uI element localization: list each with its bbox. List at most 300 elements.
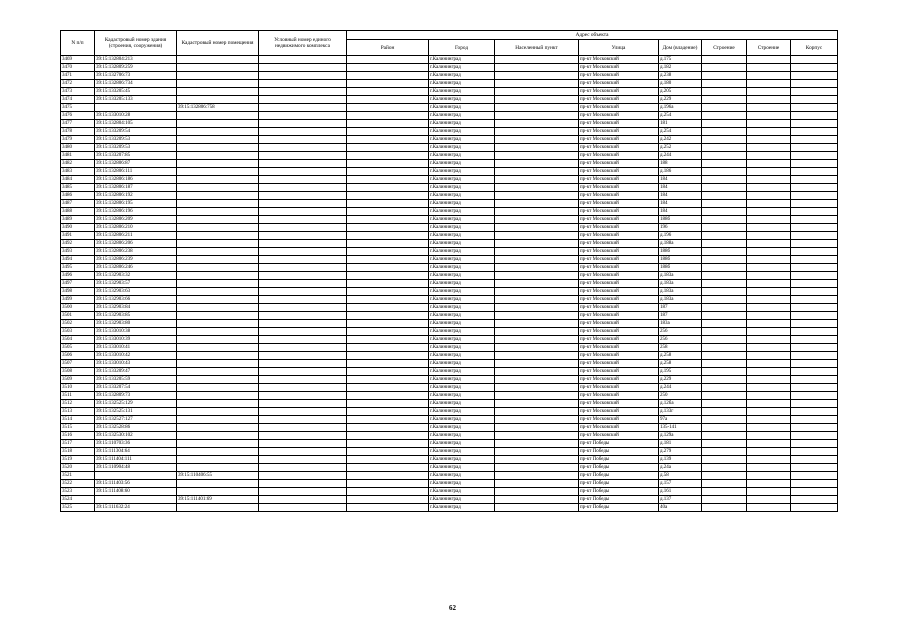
- cell-premises-cadastral: [177, 480, 259, 488]
- cell-stroenie: [747, 64, 791, 72]
- cell-office: [791, 120, 838, 128]
- cell-settlement: [495, 136, 579, 144]
- cell-city: г.Калининград: [429, 184, 495, 192]
- cell-settlement: [495, 368, 579, 376]
- cell-office: [791, 80, 838, 88]
- cell-building-cadastral: 39:15:133205:45: [95, 88, 177, 96]
- cell-office: [791, 256, 838, 264]
- cell-settlement: [495, 216, 579, 224]
- cell-stroenie: [747, 56, 791, 64]
- cell-house: д.229: [659, 96, 702, 104]
- cell-korpus: [702, 272, 747, 280]
- cell-korpus: [702, 160, 747, 168]
- cell-district: [347, 400, 429, 408]
- cell-korpus: [702, 200, 747, 208]
- cell-stroenie: [747, 192, 791, 200]
- cell-building-cadastral: 39:15:133207:54: [95, 384, 177, 392]
- cell-house: д.180: [659, 80, 702, 88]
- cell-district: [347, 424, 429, 432]
- cell-premises-cadastral: [177, 304, 259, 312]
- cell-district: [347, 200, 429, 208]
- cell-num: 3516: [61, 432, 95, 440]
- cell-district: [347, 216, 429, 224]
- table-row: [61, 384, 838, 392]
- cell-district: [347, 504, 429, 512]
- cell-stroenie: [747, 360, 791, 368]
- col-building-header: Кадастровый номер здания (строения, сооружения): [95, 31, 177, 56]
- table-row: [61, 424, 838, 432]
- cell-premises-cadastral: [177, 440, 259, 448]
- cell-house: 181: [659, 120, 702, 128]
- cell-num: 3470: [61, 64, 95, 72]
- cell-complex-number: [259, 296, 347, 304]
- cell-korpus: [702, 400, 747, 408]
- cell-house: 97а: [659, 416, 702, 424]
- cell-settlement: [495, 280, 579, 288]
- cell-district: [347, 120, 429, 128]
- cell-num: 3494: [61, 256, 95, 264]
- cell-num: 3483: [61, 168, 95, 176]
- table-row: [61, 496, 838, 504]
- cell-complex-number: [259, 104, 347, 112]
- cell-house: д.254: [659, 128, 702, 136]
- cell-settlement: [495, 336, 579, 344]
- cell-settlement: [495, 344, 579, 352]
- cell-complex-number: [259, 312, 347, 320]
- cell-korpus: [702, 424, 747, 432]
- cell-city: г.Калининград: [429, 96, 495, 104]
- cell-settlement: [495, 456, 579, 464]
- cell-street: пр-кт Московский: [579, 272, 659, 280]
- cell-house: д.238: [659, 72, 702, 80]
- cell-house: 183а: [659, 320, 702, 328]
- table-row: [61, 264, 838, 272]
- col-stroenie-header: Строение: [747, 40, 791, 56]
- cell-korpus: [702, 80, 747, 88]
- cell-complex-number: [259, 96, 347, 104]
- cell-stroenie: [747, 96, 791, 104]
- table-row: [61, 232, 838, 240]
- cell-complex-number: [259, 504, 347, 512]
- table-row: [61, 328, 838, 336]
- cell-korpus: [702, 104, 747, 112]
- cell-premises-cadastral: [177, 488, 259, 496]
- cell-office: [791, 424, 838, 432]
- col-office-header: Корпус: [791, 40, 838, 56]
- cell-complex-number: [259, 160, 347, 168]
- cell-settlement: [495, 504, 579, 512]
- cell-num: 3478: [61, 128, 95, 136]
- cell-stroenie: [747, 256, 791, 264]
- cell-office: [791, 232, 838, 240]
- cell-premises-cadastral: [177, 232, 259, 240]
- cell-stroenie: [747, 336, 791, 344]
- cell-building-cadastral: 39:15:133010:42: [95, 352, 177, 360]
- cell-district: [347, 264, 429, 272]
- cell-street: пр-кт Московский: [579, 424, 659, 432]
- cell-korpus: [702, 496, 747, 504]
- cell-num: 3484: [61, 176, 95, 184]
- cell-num: 3471: [61, 72, 95, 80]
- cell-building-cadastral: 39:15:133209:53: [95, 136, 177, 144]
- cell-stroenie: [747, 328, 791, 336]
- cell-num: 3508: [61, 368, 95, 376]
- cell-house: 184: [659, 200, 702, 208]
- cell-settlement: [495, 408, 579, 416]
- cell-building-cadastral: 39:15:133207:85: [95, 152, 177, 160]
- cell-district: [347, 136, 429, 144]
- cell-street: пр-кт Московский: [579, 256, 659, 264]
- cell-office: [791, 288, 838, 296]
- cell-district: [347, 152, 429, 160]
- table-row: [61, 440, 838, 448]
- cell-building-cadastral: [95, 496, 177, 504]
- cell-complex-number: [259, 360, 347, 368]
- cell-office: [791, 296, 838, 304]
- cell-district: [347, 80, 429, 88]
- cell-house: д.183а: [659, 280, 702, 288]
- cell-premises-cadastral: [177, 328, 259, 336]
- cell-korpus: [702, 176, 747, 184]
- cell-complex-number: [259, 184, 347, 192]
- table-row: [61, 416, 838, 424]
- cell-street: пр-кт Московский: [579, 224, 659, 232]
- cell-num: 3499: [61, 296, 95, 304]
- cell-premises-cadastral: [177, 168, 259, 176]
- cell-building-cadastral: 39:15:132809:73: [95, 392, 177, 400]
- cell-office: [791, 168, 838, 176]
- cell-settlement: [495, 328, 579, 336]
- cell-city: г.Калининград: [429, 192, 495, 200]
- cell-num: 3503: [61, 328, 95, 336]
- cell-complex-number: [259, 272, 347, 280]
- cell-street: пр-кт Московский: [579, 360, 659, 368]
- cell-house: 256: [659, 336, 702, 344]
- cell-premises-cadastral: [177, 136, 259, 144]
- cell-korpus: [702, 416, 747, 424]
- cell-building-cadastral: 39:15:110703:36: [95, 440, 177, 448]
- table-row: [61, 224, 838, 232]
- cell-building-cadastral: 39:15:133209:54: [95, 128, 177, 136]
- cell-stroenie: [747, 272, 791, 280]
- cell-city: г.Калининград: [429, 160, 495, 168]
- cell-city: г.Калининград: [429, 80, 495, 88]
- cell-premises-cadastral: [177, 64, 259, 72]
- cell-street: пр-кт Московский: [579, 80, 659, 88]
- cell-district: [347, 232, 429, 240]
- cell-settlement: [495, 144, 579, 152]
- cell-premises-cadastral: [177, 424, 259, 432]
- cell-complex-number: [259, 320, 347, 328]
- cell-num: 3522: [61, 480, 95, 488]
- cell-premises-cadastral: [177, 128, 259, 136]
- cell-stroenie: [747, 136, 791, 144]
- cell-settlement: [495, 120, 579, 128]
- cell-building-cadastral: 39:15:132806:734: [95, 80, 177, 88]
- cell-korpus: [702, 264, 747, 272]
- cell-building-cadastral: 39:15:132903:32: [95, 272, 177, 280]
- cell-district: [347, 64, 429, 72]
- cell-stroenie: [747, 496, 791, 504]
- cell-office: [791, 440, 838, 448]
- cell-street: пр-кт Победы: [579, 480, 659, 488]
- cell-office: [791, 104, 838, 112]
- cell-office: [791, 328, 838, 336]
- cell-house: д.195: [659, 368, 702, 376]
- cell-premises-cadastral: [177, 448, 259, 456]
- cell-complex-number: [259, 88, 347, 96]
- cell-complex-number: [259, 232, 347, 240]
- cell-city: г.Калининград: [429, 464, 495, 472]
- table-row: [61, 120, 838, 128]
- cell-stroenie: [747, 216, 791, 224]
- cell-settlement: [495, 176, 579, 184]
- cell-city: г.Калининград: [429, 384, 495, 392]
- cell-street: пр-кт Московский: [579, 328, 659, 336]
- cell-num: 3518: [61, 448, 95, 456]
- cell-premises-cadastral: [177, 96, 259, 104]
- cell-premises-cadastral: [177, 264, 259, 272]
- cell-street: пр-кт Московский: [579, 400, 659, 408]
- cell-korpus: [702, 224, 747, 232]
- cell-house: 188б: [659, 256, 702, 264]
- cell-korpus: [702, 368, 747, 376]
- cell-settlement: [495, 160, 579, 168]
- cell-premises-cadastral: [177, 176, 259, 184]
- cell-premises-cadastral: [177, 72, 259, 80]
- cell-settlement: [495, 208, 579, 216]
- cell-building-cadastral: [95, 472, 177, 480]
- cell-complex-number: [259, 376, 347, 384]
- cell-street: пр-кт Московский: [579, 392, 659, 400]
- cell-korpus: [702, 120, 747, 128]
- cell-street: пр-кт Московский: [579, 344, 659, 352]
- cell-complex-number: [259, 392, 347, 400]
- cell-premises-cadastral: [177, 224, 259, 232]
- cell-street: пр-кт Московский: [579, 184, 659, 192]
- cell-street: пр-кт Московский: [579, 176, 659, 184]
- cell-district: [347, 280, 429, 288]
- cell-district: [347, 480, 429, 488]
- cell-building-cadastral: 39:15:132525:129: [95, 400, 177, 408]
- cell-district: [347, 472, 429, 480]
- cell-district: [347, 416, 429, 424]
- cell-district: [347, 176, 429, 184]
- table-row: [61, 80, 838, 88]
- cell-building-cadastral: 39:15:132806:111: [95, 168, 177, 176]
- cell-house: 184: [659, 184, 702, 192]
- cell-city: г.Калининград: [429, 368, 495, 376]
- cell-building-cadastral: 39:15:133010:43: [95, 360, 177, 368]
- cell-city: г.Калининград: [429, 248, 495, 256]
- cell-house: д.244: [659, 152, 702, 160]
- cell-street: пр-кт Московский: [579, 416, 659, 424]
- cell-num: 3485: [61, 184, 95, 192]
- register-table: [60, 30, 838, 512]
- cell-stroenie: [747, 320, 791, 328]
- cell-house: 184: [659, 192, 702, 200]
- cell-stroenie: [747, 456, 791, 464]
- cell-city: г.Калининград: [429, 424, 495, 432]
- cell-house: 196: [659, 224, 702, 232]
- cell-city: г.Калининград: [429, 416, 495, 424]
- cell-office: [791, 240, 838, 248]
- cell-settlement: [495, 432, 579, 440]
- cell-building-cadastral: 39:15:132806:206: [95, 240, 177, 248]
- cell-house: д.229: [659, 376, 702, 384]
- cell-settlement: [495, 488, 579, 496]
- cell-num: 3489: [61, 216, 95, 224]
- cell-korpus: [702, 296, 747, 304]
- table-header: [61, 31, 838, 56]
- cell-stroenie: [747, 416, 791, 424]
- cell-complex-number: [259, 120, 347, 128]
- cell-office: [791, 176, 838, 184]
- cell-stroenie: [747, 208, 791, 216]
- cell-house: 258: [659, 344, 702, 352]
- table-row: [61, 256, 838, 264]
- cell-city: г.Калининград: [429, 264, 495, 272]
- table-row: [61, 480, 838, 488]
- cell-korpus: [702, 320, 747, 328]
- cell-stroenie: [747, 352, 791, 360]
- table-row: [61, 504, 838, 512]
- cell-premises-cadastral: [177, 288, 259, 296]
- cell-district: [347, 88, 429, 96]
- cell-city: г.Калининград: [429, 488, 495, 496]
- cell-num: 3491: [61, 232, 95, 240]
- cell-korpus: [702, 136, 747, 144]
- cell-complex-number: [259, 288, 347, 296]
- cell-korpus: [702, 408, 747, 416]
- cell-house: д.137: [659, 496, 702, 504]
- cell-city: г.Калининград: [429, 432, 495, 440]
- cell-house: д.175: [659, 56, 702, 64]
- cell-city: г.Калининград: [429, 176, 495, 184]
- cell-city: г.Калининград: [429, 504, 495, 512]
- cell-korpus: [702, 288, 747, 296]
- cell-building-cadastral: 39:15:132903:63: [95, 288, 177, 296]
- cell-complex-number: [259, 424, 347, 432]
- cell-street: пр-кт Московский: [579, 240, 659, 248]
- cell-korpus: [702, 256, 747, 264]
- cell-office: [791, 472, 838, 480]
- cell-settlement: [495, 448, 579, 456]
- cell-street: пр-кт Московский: [579, 432, 659, 440]
- cell-building-cadastral: 39:15:132527:127: [95, 416, 177, 424]
- cell-stroenie: [747, 200, 791, 208]
- cell-complex-number: [259, 136, 347, 144]
- cell-num: 3497: [61, 280, 95, 288]
- cell-korpus: [702, 440, 747, 448]
- cell-street: пр-кт Московский: [579, 152, 659, 160]
- table-body: [61, 56, 838, 512]
- address-group-header: Адрес объекта: [347, 31, 838, 40]
- cell-num: 3482: [61, 160, 95, 168]
- table-row: [61, 128, 838, 136]
- cell-office: [791, 248, 838, 256]
- cell-korpus: [702, 168, 747, 176]
- table-row: [61, 448, 838, 456]
- table-row: [61, 112, 838, 120]
- cell-building-cadastral: 39:15:133205:133: [95, 96, 177, 104]
- cell-house: 250: [659, 392, 702, 400]
- table-row: [61, 312, 838, 320]
- cell-building-cadastral: [95, 104, 177, 112]
- cell-office: [791, 464, 838, 472]
- cell-num: 3509: [61, 376, 95, 384]
- cell-settlement: [495, 384, 579, 392]
- cell-street: пр-кт Победы: [579, 456, 659, 464]
- cell-stroenie: [747, 384, 791, 392]
- cell-office: [791, 368, 838, 376]
- table-row: [61, 144, 838, 152]
- table-row: [61, 184, 838, 192]
- cell-district: [347, 312, 429, 320]
- cell-office: [791, 488, 838, 496]
- cell-building-cadastral: 39:15:132804:213: [95, 56, 177, 64]
- cell-district: [347, 248, 429, 256]
- cell-complex-number: [259, 240, 347, 248]
- cell-premises-cadastral: [177, 80, 259, 88]
- table-row: [61, 488, 838, 496]
- cell-district: [347, 72, 429, 80]
- cell-korpus: [702, 360, 747, 368]
- cell-premises-cadastral: [177, 88, 259, 96]
- cell-korpus: [702, 488, 747, 496]
- cell-city: г.Калининград: [429, 72, 495, 80]
- cell-house: д.182: [659, 64, 702, 72]
- table-row: [61, 272, 838, 280]
- cell-city: г.Калининград: [429, 168, 495, 176]
- cell-premises-cadastral: [177, 432, 259, 440]
- table-row: [61, 376, 838, 384]
- cell-korpus: [702, 248, 747, 256]
- cell-city: г.Калининград: [429, 216, 495, 224]
- cell-street: пр-кт Московский: [579, 144, 659, 152]
- page-number: 62: [449, 604, 456, 612]
- cell-stroenie: [747, 184, 791, 192]
- cell-stroenie: [747, 112, 791, 120]
- cell-korpus: [702, 352, 747, 360]
- cell-district: [347, 208, 429, 216]
- cell-settlement: [495, 192, 579, 200]
- col-city-header: Город: [429, 40, 495, 56]
- cell-settlement: [495, 112, 579, 120]
- cell-premises-cadastral: [177, 296, 259, 304]
- cell-district: [347, 384, 429, 392]
- cell-settlement: [495, 392, 579, 400]
- cell-complex-number: [259, 408, 347, 416]
- cell-street: пр-кт Московский: [579, 304, 659, 312]
- cell-stroenie: [747, 176, 791, 184]
- cell-stroenie: [747, 88, 791, 96]
- cell-office: [791, 264, 838, 272]
- cell-building-cadastral: 39:15:111403:56: [95, 480, 177, 488]
- table-row: [61, 296, 838, 304]
- cell-city: г.Калининград: [429, 328, 495, 336]
- cell-settlement: [495, 440, 579, 448]
- cell-settlement: [495, 264, 579, 272]
- cell-street: пр-кт Московский: [579, 408, 659, 416]
- cell-street: пр-кт Московский: [579, 264, 659, 272]
- cell-korpus: [702, 208, 747, 216]
- cell-building-cadastral: 39:15:132806:239: [95, 256, 177, 264]
- cell-premises-cadastral: [177, 376, 259, 384]
- table-row: [61, 192, 838, 200]
- register-table-container: [60, 30, 837, 512]
- cell-premises-cadastral: [177, 200, 259, 208]
